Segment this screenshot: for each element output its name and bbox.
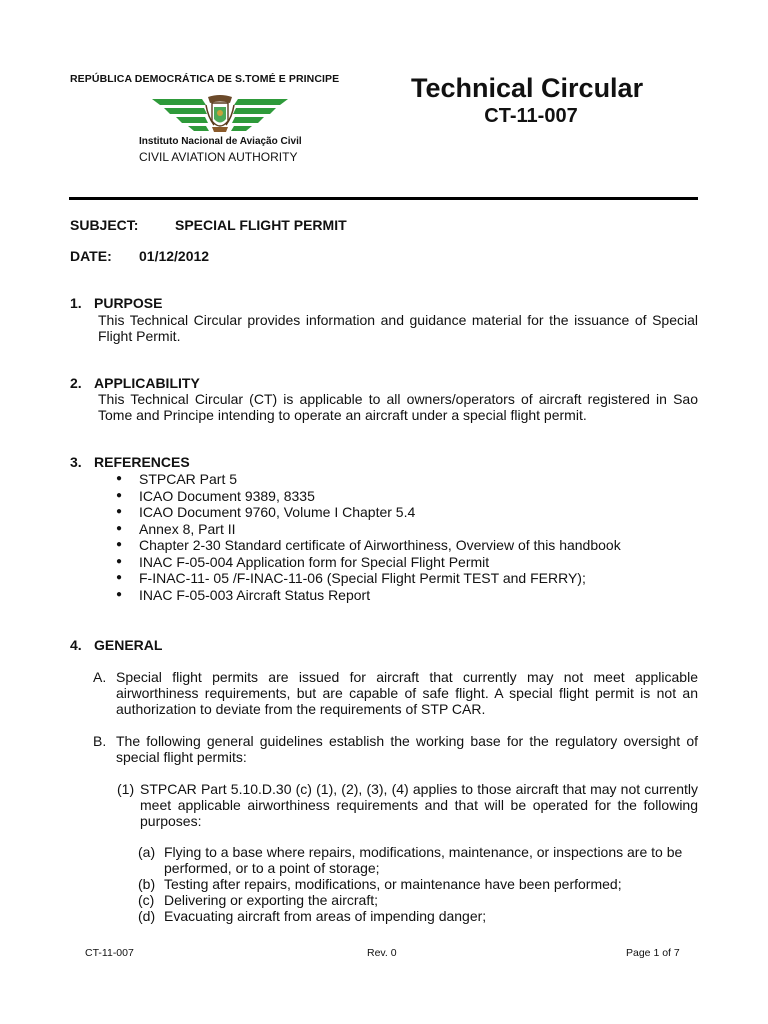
item-label: B. [93,733,107,749]
section-number: 3. [70,454,82,470]
item-text: The following general guidelines establish the working base for the regulatory oversight of special flight permits: [116,733,698,765]
general-item-a [93,669,698,717]
section-general-heading [70,637,162,653]
bullet-icon: ● [116,473,123,484]
section-title: GENERAL [94,637,163,653]
purpose-text: Testing after repairs, modifications, or maintenance have been performed; [164,876,622,892]
section-purpose-heading [70,295,162,311]
general-subitem-1 [117,781,698,829]
section-number: 2. [70,375,82,391]
section-number: 4. [70,637,82,653]
bullet-icon: ● [116,555,123,567]
footer-revision: Rev. 0 [367,947,397,959]
purpose-label: (a) [138,844,156,860]
reference-text: F-INAC-11- 05 /F-INAC-11-06 (Special Flight Permit TEST and FERRY); [139,570,586,586]
bullet-icon: ● [116,522,123,534]
item-label: A. [93,669,107,685]
purpose-label: (d) [138,908,156,924]
reference-text: Annex 8, Part II [139,520,236,537]
right-wing-icon [231,99,288,131]
purpose-label: (c) [138,892,155,908]
header-divider [69,197,698,200]
left-wing-icon [152,99,209,131]
references-list [110,471,621,603]
bullet-icon: ● [116,588,123,600]
bullet-icon: ● [116,539,123,550]
document-code: CT-11-007 [484,105,578,127]
section-title: REFERENCES [94,454,190,470]
section-title: APPLICABILITY [94,375,200,391]
subject-value: SPECIAL FLIGHT PERMIT [175,217,347,233]
bullet-icon: ● [116,572,123,583]
date-label: DATE: [70,248,112,264]
section-number: 1. [70,295,82,311]
section-applicability-heading [70,375,200,391]
subitem-label: (1) [117,781,135,797]
section-references-heading [70,454,190,470]
reference-text: STPCAR Part 5 [139,471,238,487]
reference-text: INAC F-05-004 Application form for Special Flight Permit [139,553,490,570]
list-item [110,471,621,488]
inac-logo [150,95,290,135]
item-text: Special flight permits are issued for aircraft that currently may not meet applicable airworthiness requirements, but are capable of safe flight. A special flight permit is not an authorization to deviate from the requirements of STP CAR. [116,669,698,717]
list-item [110,537,621,554]
applicability-text: This Technical Circular (CT) is applicable to all owners/operators of aircraft registered in Sao Tome and Principe intending to operate an aircraft under a special flight permit. [98,391,698,423]
list-item [138,908,698,924]
list-item [110,554,621,571]
footer-document-code: CT-11-007 [85,947,134,959]
date-value: 01/12/2012 [139,248,210,264]
reference-text: ICAO Document 9389, 8335 [139,487,315,504]
list-item [110,488,621,505]
subitem-text: STPCAR Part 5.10.D.30 (c) (1), (2), (3), (4) applies to those aircraft that may not currently meet applicable airworthiness requirements and that will be operated for the following purposes: [140,781,698,829]
footer-page-number: Page 1 of 7 [626,947,680,959]
list-item [138,892,698,908]
purposes-list [138,844,698,924]
list-item [110,570,621,587]
list-item [110,521,621,538]
subject-label: SUBJECT: [70,217,139,233]
purpose-text: Evacuating aircraft from areas of impending danger; [164,908,487,924]
purpose-text: This Technical Circular provides information and guidance material for the issuance of Special Flight Permit. [98,312,698,344]
list-item [110,587,621,604]
purpose-text: Delivering or exporting the aircraft; [164,892,378,908]
civil-aviation-authority: CIVIL AVIATION AUTHORITY [139,150,298,164]
country-name: REPÚBLICA DEMOCRÁTICA DE S.TOMÉ E PRINCIPE [70,73,340,85]
document-type-title: Technical Circular [411,73,644,103]
reference-text: ICAO Document 9760, Volume I Chapter 5.4 [139,504,416,520]
list-item [138,876,698,892]
bullet-icon: ● [116,506,123,517]
list-item [138,844,698,876]
purpose-label: (b) [138,876,156,892]
reference-text: INAC F-05-003 Aircraft Status Report [139,586,371,603]
section-title: PURPOSE [94,295,163,311]
bullet-icon: ● [116,489,123,501]
purpose-text: Flying to a base where repairs, modifications, maintenance, or inspections are to be performed, or to a point of storage; [164,844,683,876]
coat-of-arms-icon [206,95,234,132]
institute-name: Instituto Nacional de Aviação Civil [139,136,302,147]
list-item [110,504,621,521]
general-item-b [93,733,698,765]
reference-text: Chapter 2-30 Standard certificate of Airworthiness, Overview of this handbook [139,537,621,553]
